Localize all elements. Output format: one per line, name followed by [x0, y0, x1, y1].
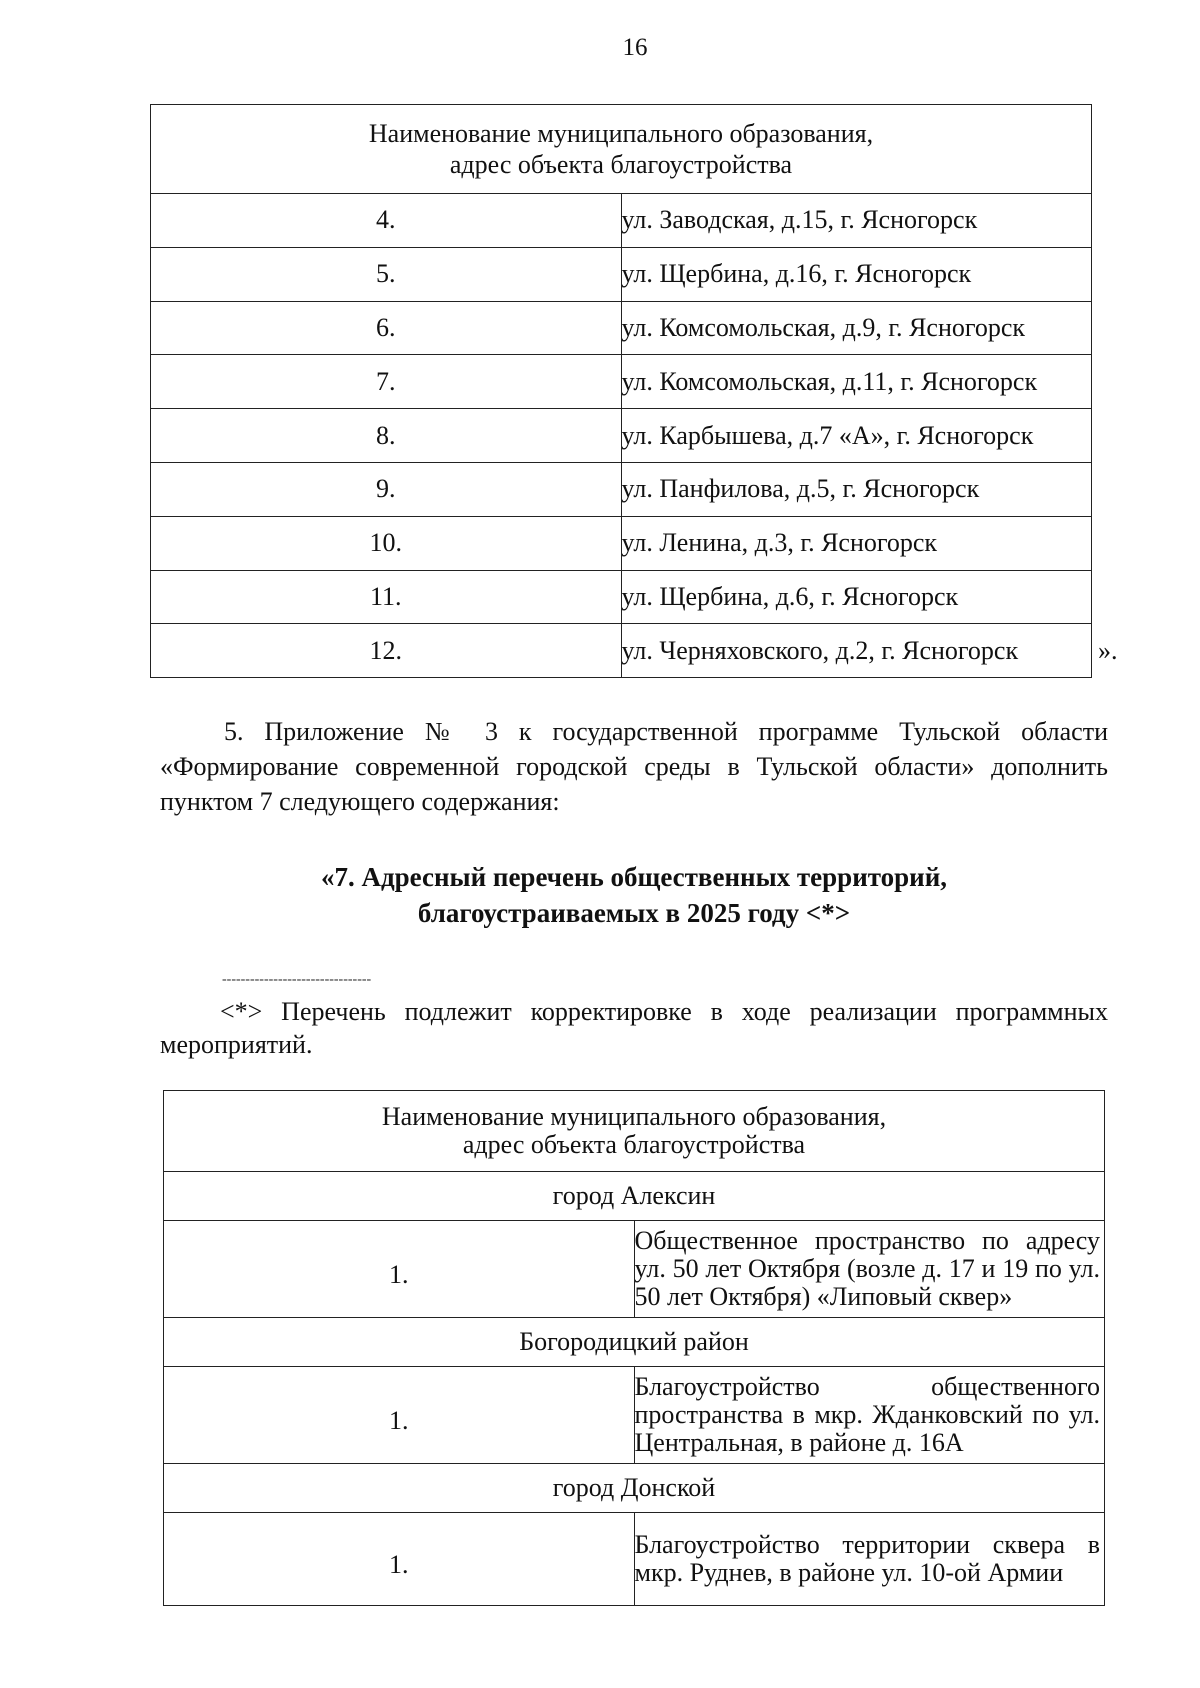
row-number: 4. [151, 194, 622, 248]
row-address: ул. Черняховского, д.2, г. Ясногорск [621, 624, 1092, 678]
table-row [164, 1221, 1105, 1318]
group-name: город Донской [164, 1464, 1105, 1513]
table-header-row [164, 1091, 1105, 1172]
row-address: ул. Ленина, д.3, г. Ясногорск [621, 516, 1092, 570]
group-name: Богородицкий район [164, 1318, 1105, 1367]
row-number: 1. [164, 1367, 635, 1464]
row-number: 12. [151, 624, 622, 678]
page-number: 16 [622, 34, 648, 61]
row-number: 11. [151, 570, 622, 624]
row-address: ул. Комсомольская, д.11, г. Ясногорск [621, 355, 1092, 409]
row-address: ул. Заводская, д.15, г. Ясногорск [621, 194, 1092, 248]
row-number: 9. [151, 462, 622, 516]
header-line-2: адрес объекта благоустройства [449, 150, 793, 179]
table-row [151, 355, 1092, 409]
row-number: 6. [151, 301, 622, 355]
row-number: 8. [151, 409, 622, 463]
table-row [151, 462, 1092, 516]
header-line-1: Наименование муниципального образования, [381, 1102, 887, 1131]
group-row [164, 1172, 1105, 1221]
group-name: город Алексин [164, 1172, 1105, 1221]
table-header-row [151, 105, 1092, 194]
group-row [164, 1464, 1105, 1513]
table-row [151, 194, 1092, 248]
row-description: Благоустройство общественного пространства в мкр. Жданковский по ул. Центральная, в районе д. 16А [634, 1367, 1105, 1464]
header-line-1: Наименование муниципального образования, [368, 119, 874, 148]
row-number: 1. [164, 1221, 635, 1318]
group-row [164, 1318, 1105, 1367]
table-row [151, 516, 1092, 570]
table-row [151, 624, 1092, 678]
section-title [160, 859, 1108, 931]
row-description: Общественное пространство по адресу ул. 50 лет Октября (возле д. 17 и 19 по ул. 50 лет Октября) «Липовый сквер» [634, 1221, 1105, 1318]
row-address: ул. Комсомольская, д.9, г. Ясногорск [621, 301, 1092, 355]
row-description: Благоустройство территории сквера в мкр. Руднев, в районе ул. 10-ой Армии [634, 1513, 1105, 1606]
row-number: 1. [164, 1513, 635, 1606]
table-row [164, 1367, 1105, 1464]
section-title-line-1: «7. Адресный перечень общественных территорий, [320, 862, 948, 892]
row-number: 5. [151, 247, 622, 301]
row-address: ул. Панфилова, д.5, г. Ясногорск [621, 462, 1092, 516]
row-address: ул. Щербина, д.6, г. Ясногорск [621, 570, 1092, 624]
row-address: ул. Карбышева, д.7 «А», г. Ясногорск [621, 409, 1092, 463]
table-row [151, 570, 1092, 624]
paragraph-5: 5. Приложение № 3 к государственной программе Тульской области «Формирование современной городской среды в Тульской области» дополнить пунктом 7 следующего содержания: [160, 717, 1108, 816]
table-row [151, 301, 1092, 355]
section-title-line-2: благоустраиваемых в 2025 году <*> [417, 898, 851, 928]
address-table-yasnogorsk [150, 104, 1092, 678]
footnote-separator: -------------------------------- [222, 972, 372, 987]
table-header-cell [164, 1091, 1105, 1172]
header-line-2: адрес объекта благоустройства [462, 1130, 806, 1159]
table-row [151, 409, 1092, 463]
row-address: ул. Щербина, д.16, г. Ясногорск [621, 247, 1092, 301]
closing-quote: ». [1098, 636, 1118, 665]
table-header-cell [151, 105, 1092, 194]
public-territories-table [163, 1090, 1105, 1606]
table-row [164, 1513, 1105, 1606]
row-number: 7. [151, 355, 622, 409]
row-number: 10. [151, 516, 622, 570]
footnote-text: <*> Перечень подлежит корректировке в ходе реализации программных мероприятий. [160, 997, 1108, 1059]
table-row [151, 247, 1092, 301]
